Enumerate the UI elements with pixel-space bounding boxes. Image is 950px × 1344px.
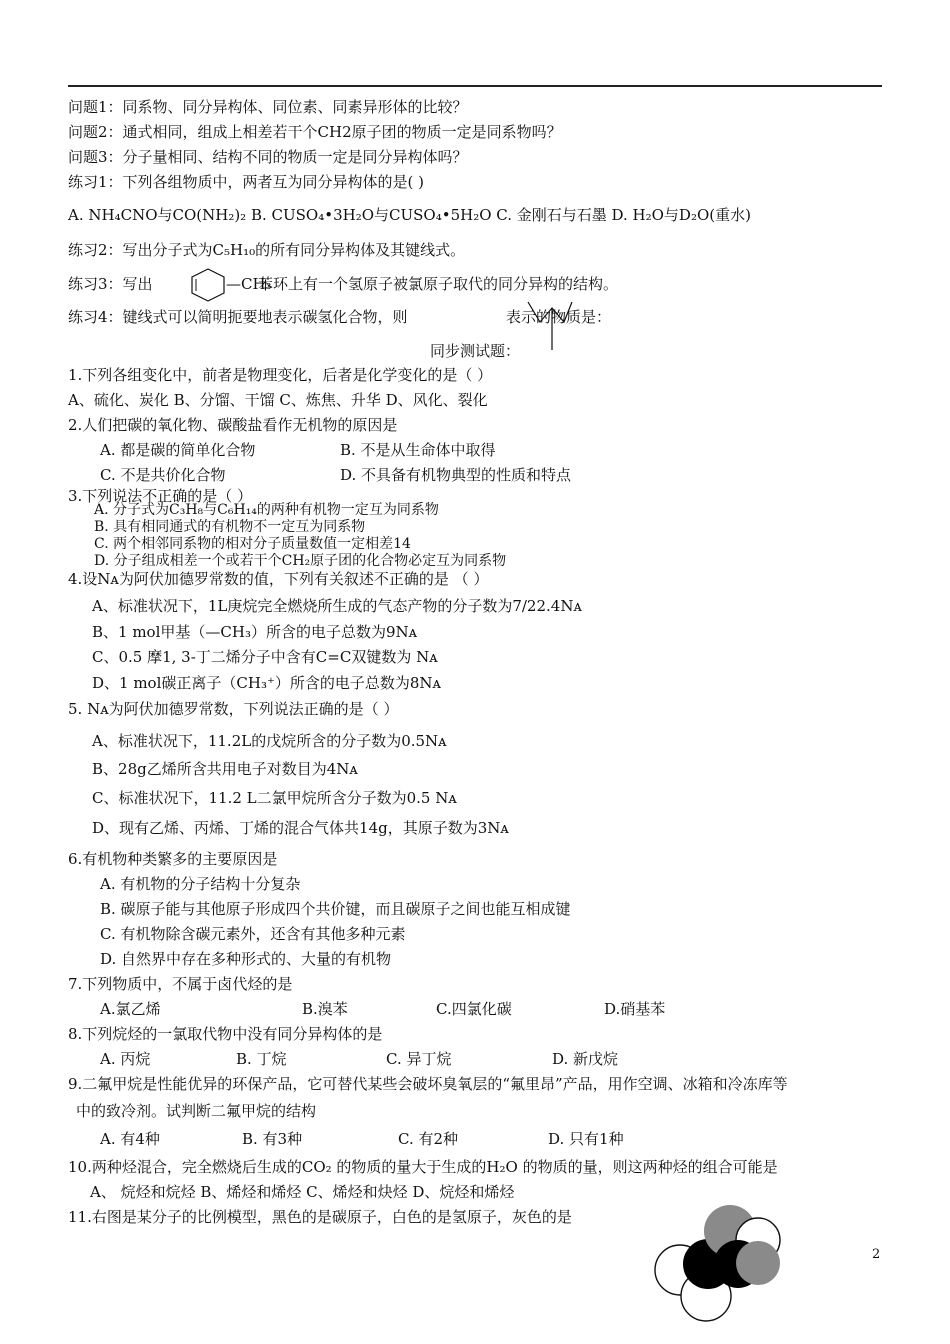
- test-6-option-c: C. 有机物除含碳元素外，还含有其他多种元素: [100, 925, 406, 943]
- test-5-option-b: B、28g乙烯所含共用电子对数目为4Nᴀ: [92, 760, 358, 778]
- test-6-option-a: A. 有机物的分子结构十分复杂: [100, 875, 301, 893]
- test-10-options: A、 烷烃和烷烃 B、烯烃和烯烃 C、烯烃和炔烃 D、烷烃和烯烃: [90, 1183, 515, 1201]
- exercise-1: 练习1：下列各组物质中，两者互为同分异构体的是( ): [68, 173, 425, 191]
- page-number: 2: [872, 1247, 881, 1262]
- exercise-3-suffix: 苯环上有一个氢原子被氯原子取代的同分异构的结构。: [258, 275, 619, 293]
- test-8-option-a: A. 丙烷: [100, 1050, 151, 1068]
- exercise-4-prefix: 练习4：键线式可以简明扼要地表示碳氢化合物，则: [68, 308, 408, 326]
- header-rule: [68, 85, 882, 87]
- benzene-ring-icon: [190, 268, 226, 302]
- exercise-1-options: A. NH₄CNO与CO(NH₂)₂ B. CUSO₄•3H₂O与CUSO₄•5H₂O C. 金刚石与石墨 D. H₂O与D₂O(重水): [68, 206, 751, 224]
- test-9-option-b: B. 有3种: [242, 1130, 303, 1148]
- test-4-option-b: B、1 mol甲基（—CH₃）所含的电子总数为9Nᴀ: [92, 623, 418, 641]
- test-9-option-c: C. 有2种: [398, 1130, 459, 1148]
- test-5: 5. Nᴀ为阿伏加德罗常数，下列说法正确的是（ ）: [68, 700, 399, 718]
- exercise-3-prefix: 练习3：写出: [68, 275, 153, 293]
- test-5-option-a: A、标准状况下，11.2L的戊烷所含的分子数为0.5Nᴀ: [92, 732, 447, 750]
- test-8-option-c: C. 异丁烷: [386, 1050, 452, 1068]
- test-4: 4.设Nᴀ为阿伏加德罗常数的值，下列有关叙述不正确的是 （ ）: [68, 570, 489, 588]
- test-7-option-d: D.硝基苯: [604, 1000, 666, 1018]
- question-2: 问题2：通式相同，组成上相差若干个CH2原子团的物质一定是同系物吗？: [68, 123, 562, 141]
- test-9-continued: 中的致冷剂。试判断二氟甲烷的结构: [76, 1102, 317, 1120]
- test-8: 8.下列烷烃的一氯取代物中没有同分异构体的是: [68, 1025, 383, 1043]
- test-5-option-c: C、标准状况下，11.2 L二氯甲烷所含分子数为0.5 Nᴀ: [92, 789, 457, 807]
- test-6-option-d: D. 自然界中存在多种形式的、大量的有机物: [100, 950, 392, 968]
- test-4-option-a: A、标准状况下，1L庚烷完全燃烧所生成的气态产物的分子数为7/22.4Nᴀ: [92, 597, 582, 615]
- test-9: 9.二氟甲烷是性能优异的环保产品，它可替代某些会破坏臭氧层的“氟里昂”产品，用作空调、冰箱和冷冻库等: [68, 1075, 788, 1093]
- test-7-option-a: A.氯乙烯: [100, 1000, 161, 1018]
- test-11: 11.右图是某分子的比例模型，黑色的是碳原子，白色的是氢原子，灰色的是: [68, 1208, 572, 1226]
- exercise-2: 练习2：写出分子式为C₅H₁₀的所有同分异构体及其键线式。: [68, 241, 466, 259]
- test-3-option-b: B. 具有相同通式的有机物不一定互为同系物: [94, 519, 366, 535]
- test-2-option-d: D. 不具备有机物典型的性质和特点: [340, 466, 572, 484]
- test-3-option-a: A. 分子式为C₃H₈与C₆H₁₄的两种有机物一定互为同系物: [94, 502, 439, 518]
- test-2-option-c: C. 不是共价化合物: [100, 466, 226, 484]
- question-1: 问题1：同系物、同分异构体、同位素、同素异形体的比较？: [68, 98, 468, 116]
- test-3-option-c: C. 两个相邻同系物的相对分子质量数值一定相差14: [94, 536, 411, 552]
- test-6: 6.有机物种类繁多的主要原因是: [68, 850, 278, 868]
- test-4-option-c: C、0.5 摩1, 3-丁二烯分子中含有C=C双键数为 Nᴀ: [92, 648, 438, 666]
- test-4-option-d: D、1 mol碳正离子（CH₃⁺）所含的电子总数为8Nᴀ: [92, 674, 442, 692]
- space-filling-model-icon: [650, 1200, 790, 1330]
- test-2: 2.人们把碳的氧化物、碳酸盐看作无机物的原因是: [68, 416, 398, 434]
- test-7-option-b: B.溴苯: [302, 1000, 348, 1018]
- test-6-option-b: B. 碳原子能与其他原子形成四个共价键，而且碳原子之间也能互相成键: [100, 900, 571, 918]
- test-10: 10.两种烃混合，完全燃烧后生成的CO₂ 的物质的量大于生成的H₂O 的物质的量，则这两种烃的组合可能是: [68, 1158, 778, 1176]
- test-8-option-b: B. 丁烷: [236, 1050, 287, 1068]
- test-5-option-d: D、现有乙烯、丙烯、丁烯的混合气体共14g，其原子数为3Nᴀ: [92, 819, 509, 837]
- test-9-option-a: A. 有4种: [100, 1130, 160, 1148]
- test-3: 3.下列说法不正确的是（ ）: [68, 487, 253, 505]
- test-1-options: A、硫化、炭化 B、分馏、干馏 C、炼焦、升华 D、风化、裂化: [68, 391, 488, 409]
- test-2-option-a: A. 都是碳的简单化合物: [100, 441, 256, 459]
- test-2-option-b: B. 不是从生命体中取得: [340, 441, 496, 459]
- test-8-option-d: D. 新戊烷: [552, 1050, 619, 1068]
- test-3-option-d: D. 分子组成相差一个或若干个CH₂原子团的化合物必定互为同系物: [94, 553, 507, 569]
- test-9-option-d: D. 只有1种: [548, 1130, 624, 1148]
- question-3: 问题3：分子量相同、结构不同的物质一定是同分异构体吗？: [68, 148, 468, 166]
- test-7-option-c: C.四氯化碳: [436, 1000, 512, 1018]
- methyl-group-label: —CH₃: [226, 275, 272, 293]
- exercise-4-suffix: 表示的物质是：: [506, 308, 612, 326]
- test-7: 7.下列物质中，不属于卤代烃的是: [68, 975, 293, 993]
- test-1: 1.下列各组变化中，前者是物理变化，后者是化学变化的是（ ）: [68, 366, 493, 384]
- section-title: 同步测试题：: [429, 342, 520, 360]
